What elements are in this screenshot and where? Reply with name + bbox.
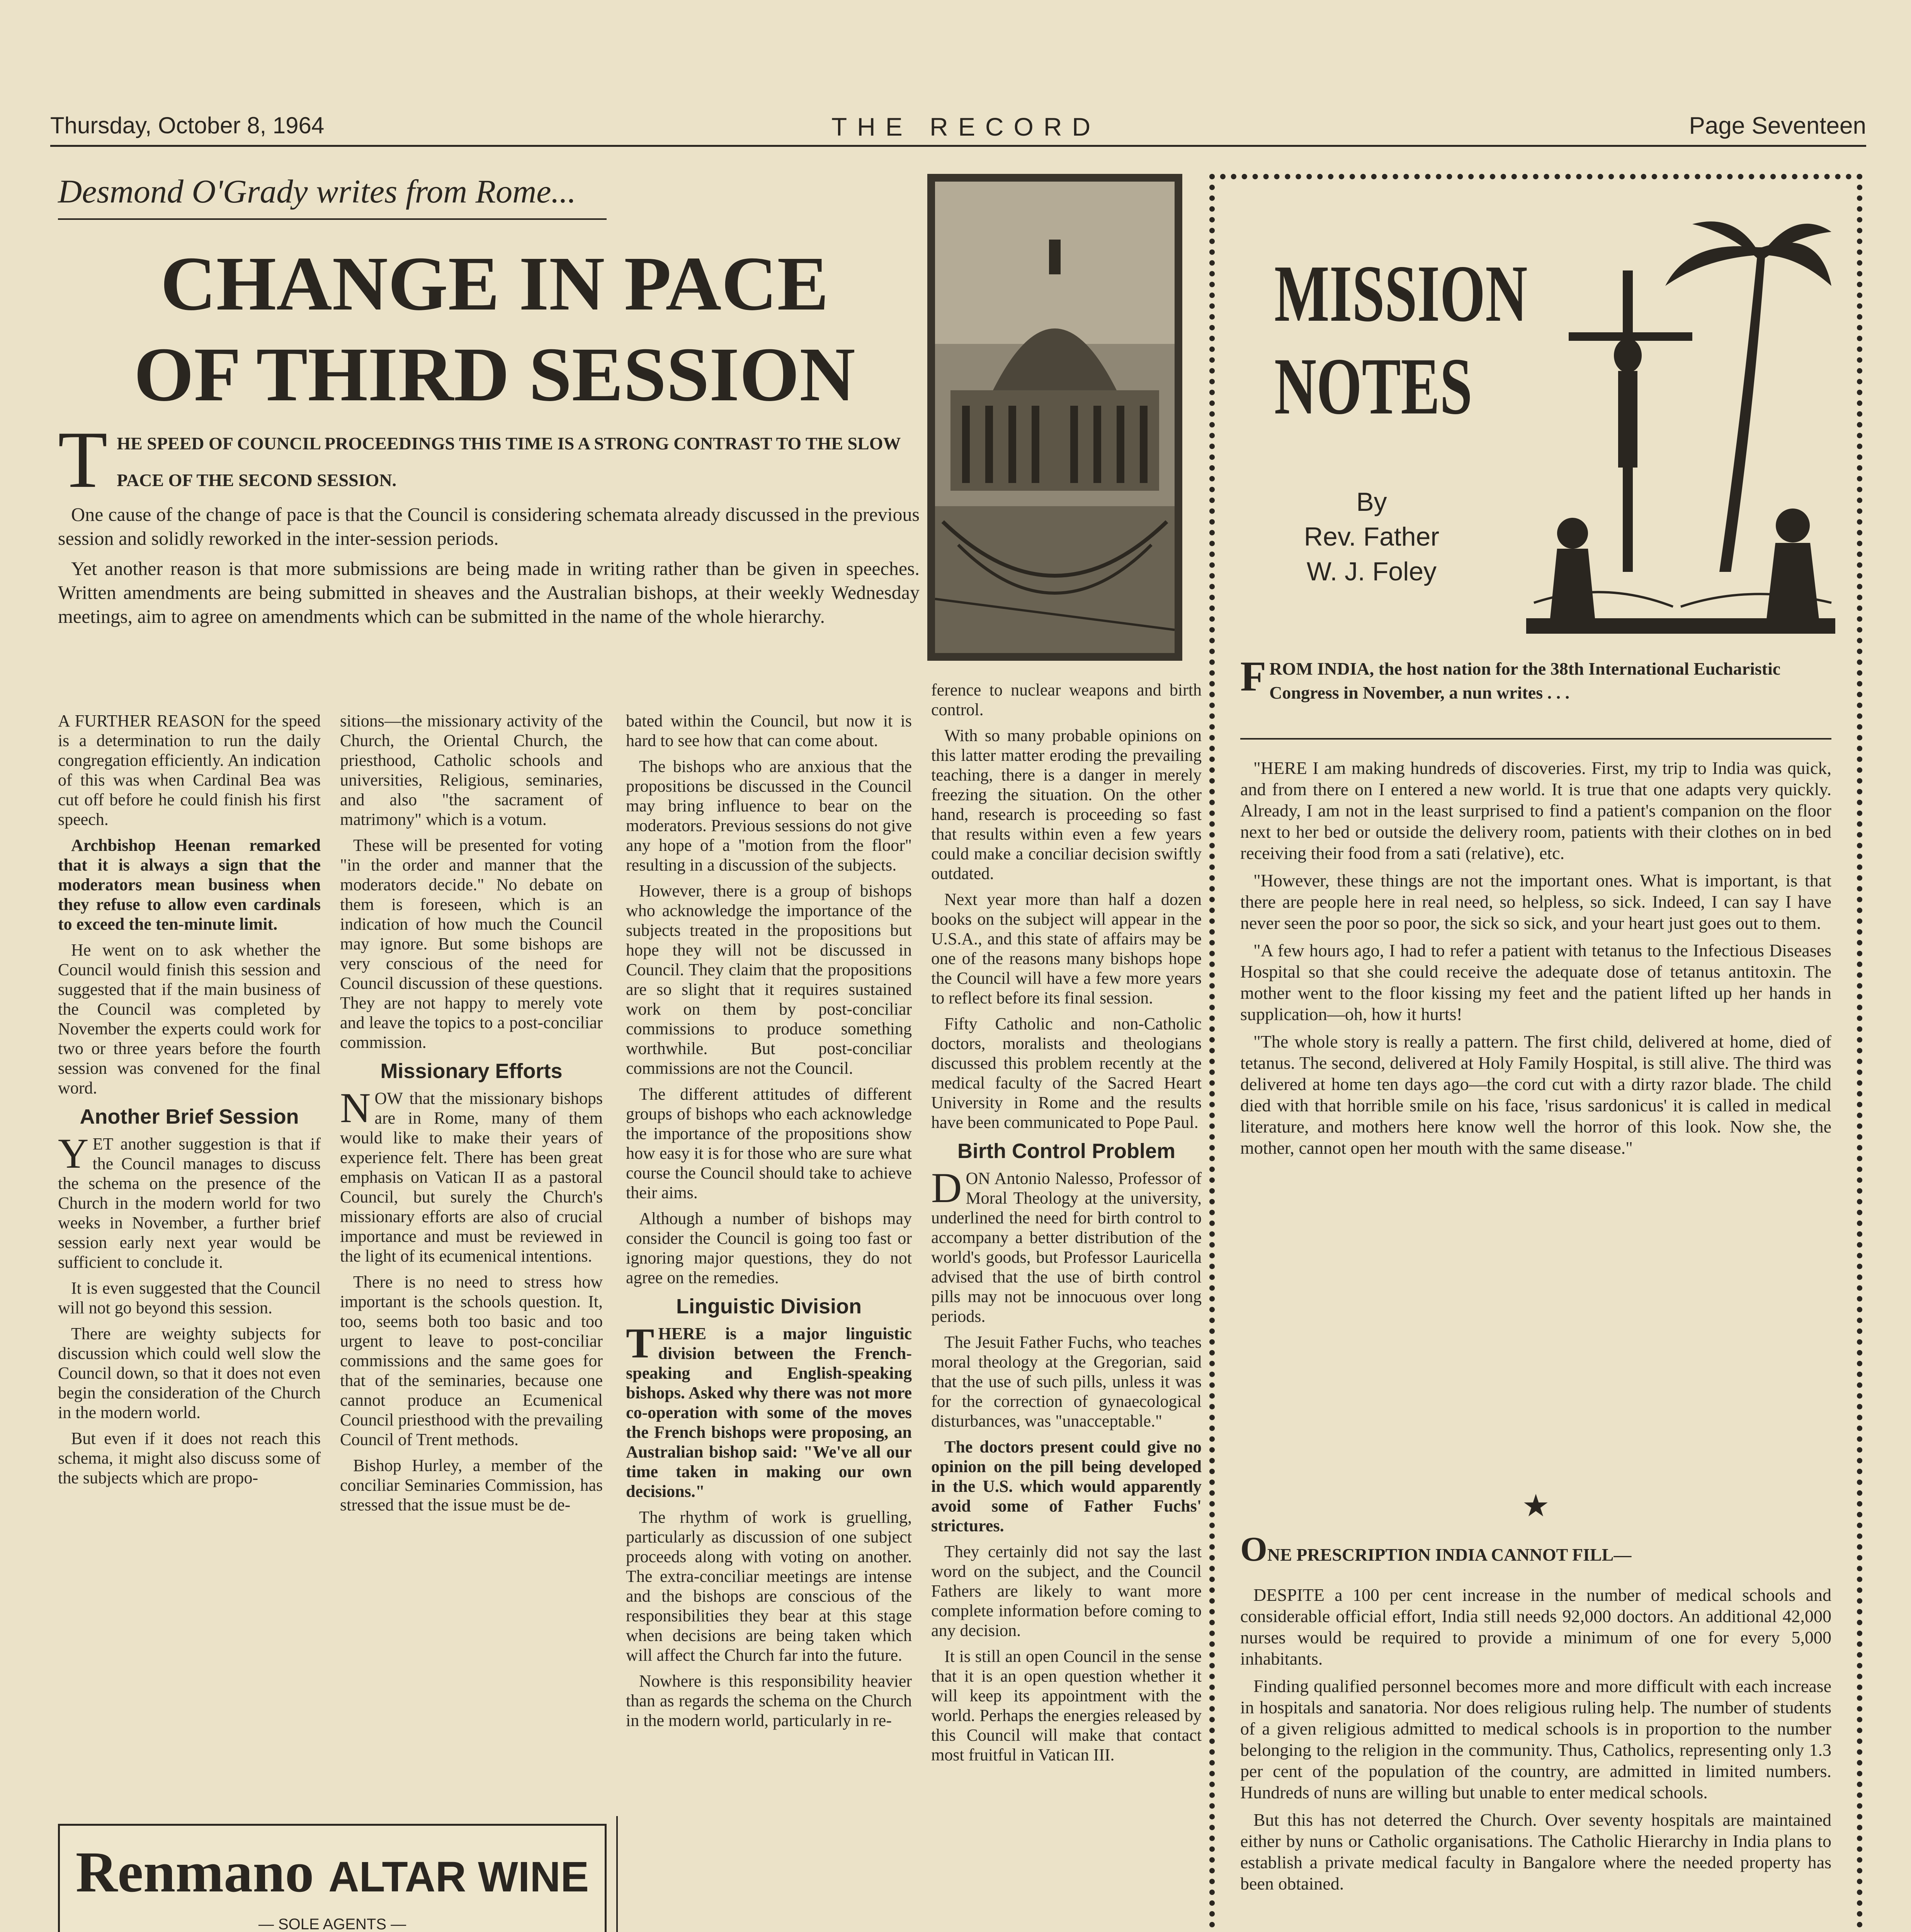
byline-underline — [58, 218, 607, 220]
paragraph: sitions—the missionary activity of the Church, the Oriental Church, the priesthood, Catholic schools and universities, Religious, seminaries, and also "the sacrament of matrimony" which is a votum. — [340, 711, 603, 829]
mission-by: By — [1356, 487, 1387, 517]
paragraph: It is even suggested that the Council will not go beyond this session. — [58, 1279, 321, 1317]
renmano-sole-agents: — SOLE AGENTS — — [258, 1916, 406, 1932]
mission-india-section — [1240, 1584, 1831, 1932]
article-headline-line-2: OF THIRD SESSION — [134, 332, 855, 417]
renmano-name: Renmano — [75, 1840, 314, 1904]
paragraph: "A few hours ago, I had to refer a patient with tetanus to the Infectious Diseases Hospital so that she could receive the adequate dose of tetanus antitoxin. The mother went to the floor kissing my feet and the patient lifted up her hands in supplication—oh, how it hurts! — [1240, 940, 1831, 1024]
article-column-4 — [931, 680, 1202, 1932]
paragraph: The rhythm of work is gruelling, particularly as discussion of one subject proceeds along with voting on another. The extra-conciliar meetings are intense and the bishops are conscious of the responsibilities they bear at this stage when decisions are being taken which will affect the Church far into the future. — [626, 1508, 912, 1665]
article-deck — [58, 415, 920, 505]
paragraph: HERE is a major linguistic division between the French-speaking and English-speaking bishops. Asked why there was not more co-operation with some of the moves the French bishops were proposing, an Australian bishop said: "We've all our time taken in making our own decisions." — [626, 1324, 912, 1501]
paragraph: Fifty Catholic and non-Catholic doctors, moralists and theologians discussed this problem recently at the medical faculty of the Sacred Heart University in Rome and the results have been communicated to Pope Paul. — [931, 1014, 1202, 1132]
paragraph: Archbishop Heenan remarked that it is always a sign that the moderators mean business when they refuse to allow even cardinals to exceed the ten-minute limit. — [58, 836, 321, 934]
paragraph: With so many probable opinions on this latter matter eroding the prevailing teaching, there is a danger in merely freezing the situation. On the other hand, research is proceeding so fast that results within even a few years could make a conciliar decision swiftly outdated. — [931, 726, 1202, 883]
paragraph: But even if it does not reach this schema, it might also discuss some of the subjects which are propo- — [58, 1429, 321, 1487]
article-column-3 — [626, 711, 912, 1932]
article-column-2 — [340, 711, 603, 1793]
paragraph: "The whole story is really a pattern. The first child, delivered at home, died of tetanus. The second, delivered at Holy Family Hospital, is still alive. The third was delivered at home ten days ago—the cord cut with a dirty razor blade. The child died with that horrible smile on his face, 'risus sardonicus' it is called in medical literature, and mothers here know well the horror of this look. Now she, the mother, cannot open her mouth with the same disease." — [1240, 1032, 1831, 1158]
paragraph: ET another suggestion is that if the Council manages to discuss the schema on the presence of the Church in the modern world for two weeks in November, a further brief session early next year would be sufficient to conclude it. — [58, 1134, 321, 1272]
mission-subheading — [1240, 1530, 1831, 1577]
subheading: Birth Control Problem — [957, 1139, 1175, 1163]
column-rule — [616, 1816, 618, 1932]
mission-title-line-1: MISSION — [1274, 249, 1528, 338]
drop-cap: O — [1240, 1530, 1268, 1568]
paragraph: Although a number of bishops may consider the Council is going too fast or ignoring major questions, they do not agree on the remedies. — [626, 1209, 912, 1287]
mission-author-line-2: W. J. Foley — [1306, 557, 1437, 586]
subheading: Missionary Efforts — [380, 1060, 563, 1083]
masthead-page-number: Page Seventeen — [1689, 112, 1866, 139]
masthead-date: Thursday, October 8, 1964 — [50, 112, 325, 138]
mission-intro — [1240, 653, 1831, 734]
article-headline-line-1: CHANGE IN PACE — [160, 241, 829, 327]
paragraph: However, there is a group of bishops who acknowledge the importance of the subjects treated in the propositions but hope they will not be discussed in Council. They claim that the propositions are so slight that it requires sustained work on them by post-conciliar commissions to produce something worthwhile. But post-conciliar commissions are not the Council. — [626, 881, 912, 1078]
paragraph: It is still an open Council in the sense that it is an open question whether it will keep its appointment with the world. Perhaps the energies released by this Council will make that contact most fruitful in Vatican III. — [931, 1647, 1202, 1764]
mission-rule — [1240, 738, 1831, 740]
drop-cap: D — [931, 1164, 962, 1211]
masthead-paper-name: THE RECORD — [831, 112, 1101, 141]
paragraph: The different attitudes of different groups of bishops who each acknowledge the importance of the propositions show how easy it is for those who are sure what course the Council should take to achieve their aims. — [626, 1085, 912, 1202]
st-peters-basilica-engraving — [927, 174, 1182, 661]
crucifix-mission-illustration — [1526, 216, 1835, 634]
renmano-altar-wine-ad — [58, 1824, 607, 1932]
lead-paragraph: Yet another reason is that more submissions are being made in writing rather than be given in speeches. Written amendments are being submitted in sheaves and the Australian bishops, at their weekly Wednesday meetings, aim to agree on amendments which can be submitted in the name of the whole hierarchy. — [58, 558, 920, 627]
paragraph: These will be presented for voting "in the order and manner that the moderators decide." No debate on them is foreseen, which is an indication of how much the Council may ignore. But some bishops are very conscious of the need for Council discussion of these questions. They are not happy to merely vote and leave the topics to a post-conciliar commission. — [340, 836, 603, 1052]
mission-author-line-1: Rev. Father — [1304, 522, 1440, 551]
subheading: Linguistic Division — [676, 1295, 862, 1318]
paragraph: There are weighty subjects for discussion which could well slow the Council down, so that it does not even begin the consideration of the Church in the modern world. — [58, 1324, 321, 1422]
paragraph: They certainly did not say the last word on the subject, and the Council Fathers are likely to want more complete information before coming to any decision. — [931, 1542, 1202, 1640]
paragraph: ON Antonio Nalesso, Professor of Moral Theology at the university, underlined the need for birth control to accompany a better distribution of the world's goods, but Professor Lauricella advised that the use of birth control pills may not be innocuous over long periods. — [931, 1169, 1202, 1326]
drop-cap: Y — [58, 1130, 89, 1177]
paragraph: He went on to ask whether the Council would finish this session and suggested that if the main business of the Council was completed by November the experts could work for two or three years before the fourth session was convened for the final word. — [58, 940, 321, 1097]
subheading: Another Brief Session — [80, 1105, 299, 1128]
paragraph: Bishop Hurley, a member of the conciliar Seminaries Commission, has stressed that the issue must be de- — [340, 1456, 603, 1514]
paragraph: ference to nuclear weapons and birth control. — [931, 680, 1202, 719]
paragraph: Next year more than half a dozen books on the subject will appear in the U.S.A., and this state of affairs may be one of the reasons many bishops hope the Council will have a few more years to reflect before its final session. — [931, 890, 1202, 1007]
article-byline: Desmond O'Grady writes from Rome... — [58, 173, 576, 210]
renmano-product: ALTAR WINE — [328, 1853, 589, 1901]
mission-title-line-2: NOTES — [1274, 342, 1472, 431]
paragraph: There is no need to stress how important is the schools question. It, too, seems both too basic and too urgent to leave to post-conciliar commissions and the same goes for that of the seminaries, because one cannot produce an Ecumenical Council priesthood with the prevailing Council of Trent methods. — [340, 1272, 603, 1449]
paragraph: The bishops who are anxious that the propositions be discussed in the Council may bring influence to bear on the moderators. Previous sessions do not give any hope of a "motion from the floor" resulting in a discussion of the subjects. — [626, 757, 912, 874]
drop-cap: F — [1240, 653, 1267, 700]
paragraph: The doctors present could give no opinion on the pill being developed in the U.S. which would apparently avoid some of Father Fuchs' strictures. — [931, 1437, 1202, 1535]
article-column-1 — [58, 711, 321, 1793]
lead-paragraph: One cause of the change of pace is that the Council is considering schemata already discussed in the previous session and solidly reworked in the inter-session periods. — [58, 503, 920, 549]
paragraph: But this has not deterred the Church. Over seventy hospitals are maintained either by nuns or Catholic organisations. The Catholic Hierarchy in India plans to establish a private medical faculty in Bangalore where the needed property has been obtained. — [1240, 1810, 1831, 1893]
paragraph: A FURTHER REASON for the speed is a determination to run the daily congregation efficiently. An indication of this was when Cardinal Bea was cut off before he could finish his first speech. — [58, 711, 321, 829]
subheading-text: NE PRESCRIPTION INDIA CANNOT FILL— — [1267, 1545, 1632, 1565]
deck-text: HE SPEED OF COUNCIL PROCEEDINGS THIS TIME IS A STRONG CONTRAST TO THE SLOW PACE OF THE SECOND SESSION. — [117, 434, 901, 490]
paragraph: Nowhere is this responsibility heavier than as regards the schema on the Church in the modern world, particularly in re- — [626, 1672, 912, 1730]
paragraph: Finding qualified personnel becomes more and more difficult with each increase in hospitals and sanatoria. Nor does religious ruling help. The number of students of a given religious admitted to medical schools is in proportion to the number belonging to the religion in the community. Thus, Catholics, representing only 1.3 per cent of the population of the country, are admitted in limited numbers. Hundreds of nuns are willing but unable to enter medical schools. — [1240, 1676, 1831, 1802]
paragraph: DESPITE a 100 per cent increase in the number of medical schools and considerable official effort, India still needs 92,000 doctors. An additional 42,000 nurses would be required to provide a minimum of one for every 5,000 inhabitants. — [1240, 1585, 1831, 1668]
mission-letter — [1240, 757, 1831, 1453]
star-separator: ★ — [1522, 1489, 1550, 1523]
paragraph: The Jesuit Father Fuchs, who teaches moral theology at the Gregorian, said that the use of such pills, unless it was for the correction of gynaecological disturbances, was "unacceptable." — [931, 1333, 1202, 1430]
paragraph: bated within the Council, but now it is hard to see how that can come about. — [626, 711, 912, 750]
paragraph: "However, these things are not the important ones. What is important, is that there are people here in real need, so helpless, so sick. Indeed, I can say I have never seen the poor so poor, the sick so sick, and your heart just goes out to them. — [1240, 871, 1831, 933]
intro-text: ROM INDIA, the host nation for the 38th International Eucharistic Congress in November, a nun writes . . . — [1269, 659, 1781, 702]
masthead-rule — [50, 145, 1866, 147]
paragraph: OW that the missionary bishops are in Rome, many of them would like to make their years of experience felt. There has been great emphasis on Vatican II as a pastoral Council, but surely the Church's missionary efforts are also of crucial importance and must be reviewed in the light of its ecumenical intentions. — [340, 1089, 603, 1265]
paragraph: "HERE I am making hundreds of discoveries. First, my trip to India was quick, and from there on I entered a new world. It is true that one adapts very quickly. Already, I am not in the least surprised to find a patient's companion on the floor next to her bed or outside the delivery room, patients with their clothes on in bed receiving their food from a sati (relative), etc. — [1240, 758, 1831, 863]
drop-cap: N — [340, 1084, 371, 1131]
drop-cap: T — [626, 1320, 655, 1367]
article-lead — [58, 502, 920, 696]
deck-drop-cap: T — [58, 415, 108, 505]
